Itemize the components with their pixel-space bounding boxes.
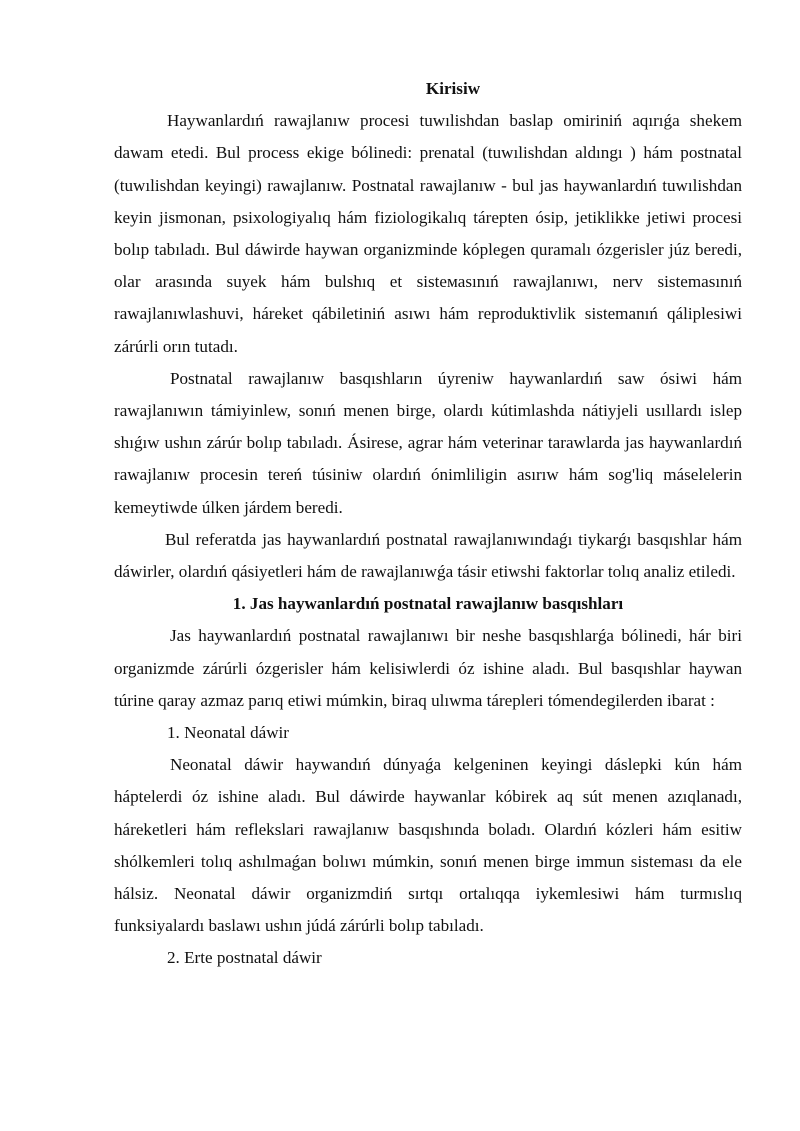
intro-paragraph-1: Haywanlardıń rawajlanıw procesi tuwılishdan baslap omiriniń aqırıǵa shekem dawam etedi. Bul process ekige bólinedi: prenatal (tuwılishdan aldıngı ) hám postnatal (tuwılishdan keyingi) rawajlanıw. Postnatal rawajlanıw - bul jas haywanlardıń tuwılishdan keyin jismonan, psixologiyalıq hám fiziologikalıq tárepten ósip, jetiklikke jetiwi procesi bolıp tabıladı. Bul dáwirde haywan organizminde kóplegen quramalı ózgerisler júz beredi, olar arasında suyek hám bulshıq et sisteмasınıń rawajlanıwı, nerv sistemasınıń rawajlanıwlashuvi, háreket qábiletiniń asıwı hám reproduktivlik sistemanıń qáliplesiwi zárúrli orın tutadı. bbox=[114, 111, 742, 356]
list-item-early-postnatal: 2. Erte postnatal dáwir bbox=[167, 948, 322, 968]
intro-paragraph-3: Bul referatda jas haywanlardıń postnatal rawajlanıwındaǵı tiykarǵı basqıshlar hám dáwirler, olardıń qásiyetleri hám de rawajlanıwǵa tásir etiwshi faktorlar tolıq analiz etiledi. bbox=[114, 529, 742, 582]
document-page bbox=[114, 73, 742, 975]
list-item-neonatal: 1. Neonatal dáwir bbox=[167, 723, 289, 743]
intro-paragraph-2: Postnatal rawajlanıw basqıshların úyreniw haywanlardıń saw ósiwi hám rawajlanıwın támiyinlew, sonıń menen birge, olardı kútimlashda nátiyjeli usıllardı islep shıǵıw ushın zárúr bolıp tabıladı. Ásirese, agrar hám veterinar tarawlarda jas haywanlardıń rawajlanıw procesin tereń túsiniw olardıń ónimliligin asırıw hám sog'liq máselelerin kemeytiwde úlken járdem beredi. bbox=[114, 368, 742, 517]
neonatal-paragraph: Neonatal dáwir haywandıń dúnyaǵa kelgeninen keyingi dáslepki kún hám háptelerdi óz ishine aladı. Bul dáwirde haywanlar kóbirek aq sút menen azıqlanadı, háreketleri hám reflekslari rawajlanıw basqıshında boladı. Olardıń kózleri hám esitiw shólkemleri tolıq ashılmaǵan bolıwı múmkin, sonıń menen birge immun sisteması da ele hálsiz. Neonatal dáwir organizmdiń sırtqı ortalıqqa iykemlesiwi hám turmıslıq funksiyalardı baslawı ushın júdá zárúrli bolıp tabıladı. bbox=[114, 755, 742, 936]
document-title: Kirisiw bbox=[425, 79, 481, 98]
section-heading: 1. Jas haywanlardıń postnatal rawajlanıw basqıshları bbox=[232, 594, 624, 614]
section-intro-paragraph: Jas haywanlardıń postnatal rawajlanıwı bir neshe basqıshlarǵa bólinedi, hár biri organizmde zárúrli ózgerisler hám kelisiwlerdi óz ishine aladı. Bul basqıshlar haywan túrine qaray azmaz parıq etiwi múmkin, biraq ulıwma tárepleri tómendegilerden ibarat : bbox=[114, 626, 742, 710]
